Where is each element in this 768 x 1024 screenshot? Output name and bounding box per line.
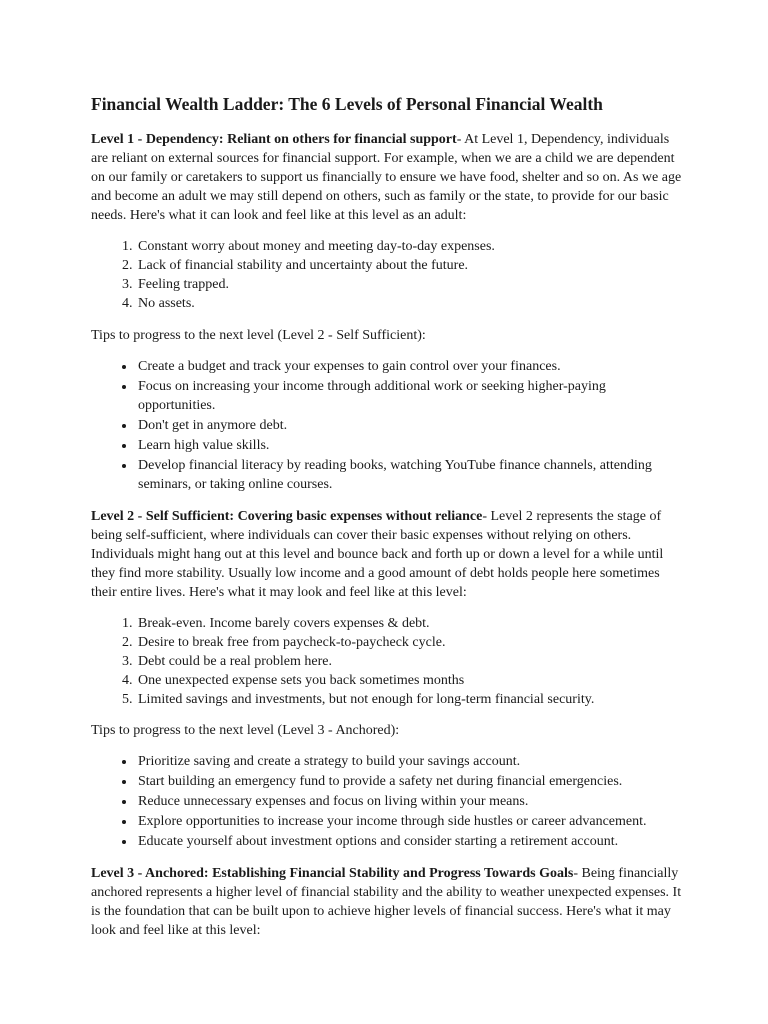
level1-tips-heading: Tips to progress to the next level (Level 2 - Self Sufficient): xyxy=(91,328,426,343)
level1-tips-list xyxy=(91,357,683,494)
list-item: • Develop financial literacy by reading books, watching YouTube finance channels, attending seminars, or taking online courses. xyxy=(136,456,683,494)
level2-intro-text: - Level 2 represents the stage of being self-sufficient, where individuals can cover their basic expenses without relying on others. Individuals might hang out at this level and bounce back and forth up or down a level for a while until they find more stability. Usually low income and a good amount of debt holds people here sometimes their entire lives. Here's what it may look and feel like at this level: xyxy=(91,509,664,600)
list-item: • Focus on increasing your income through additional work or seeking higher-paying opportunities. xyxy=(136,377,683,415)
list-item: 3. Feeling trapped. xyxy=(136,275,683,294)
list-item: • Explore opportunities to increase your income through side hustles or career advancement. xyxy=(136,812,683,831)
list-item: • Learn high value skills. xyxy=(136,436,683,455)
level3-heading: Level 3 - Anchored: Establishing Financial Stability and Progress Towards Goals xyxy=(91,866,574,881)
list-item: • Educate yourself about investment options and consider starting a retirement account. xyxy=(136,832,683,851)
level2-signs-list xyxy=(91,614,683,709)
list-item: 1. Constant worry about money and meeting day-to-day expenses. xyxy=(136,237,683,256)
list-item: • Create a budget and track your expenses to gain control over your finances. xyxy=(136,357,683,376)
list-item: • Don't get in anymore debt. xyxy=(136,416,683,435)
level1-intro xyxy=(91,130,683,225)
list-item: 3. Debt could be a real problem here. xyxy=(136,652,683,671)
list-item: 4. No assets. xyxy=(136,294,683,313)
level3-intro xyxy=(91,864,683,940)
document-title: Financial Wealth Ladder: The 6 Levels of Personal Financial Wealth xyxy=(91,94,603,114)
level3-intro-text: - Being financially anchored represents a higher level of financial stability and the ability to weather unexpected expenses. It is the foundation that can be built upon to achieve higher levels of financial success. Here's what it may look and feel like at this level: xyxy=(91,866,682,938)
list-item: 1. Break-even. Income barely covers expenses & debt. xyxy=(136,614,683,633)
level1-intro-text: - At Level 1, Dependency, individuals are reliant on external sources for financial support. For example, when we are a child we are dependent on our family or caretakers to support us financially to ensure we have food, shelter and so on. As we age and become an adult we may still depend on others, such as family or the state, to provide for our basic needs. Here's what it can look and feel like at this level as an adult: xyxy=(91,132,682,223)
document-page xyxy=(91,92,683,952)
level2-tips-heading: Tips to progress to the next level (Level 3 - Anchored): xyxy=(91,723,400,738)
level2-intro xyxy=(91,507,683,602)
level2-heading: Level 2 - Self Sufficient: Covering basic expenses without reliance xyxy=(91,509,483,524)
list-item: • Start building an emergency fund to provide a safety net during financial emergencies. xyxy=(136,772,683,791)
list-item: • Reduce unnecessary expenses and focus on living within your means. xyxy=(136,792,683,811)
list-item: 2. Desire to break free from paycheck-to-paycheck cycle. xyxy=(136,633,683,652)
level1-heading: Level 1 - Dependency: Reliant on others for financial support xyxy=(91,132,457,147)
list-item: 5. Limited savings and investments, but not enough for long-term financial security. xyxy=(136,690,683,709)
level2-tips-list xyxy=(91,752,683,851)
level1-signs-list xyxy=(91,237,683,313)
list-item: • Prioritize saving and create a strategy to build your savings account. xyxy=(136,752,683,771)
list-item: 2. Lack of financial stability and uncertainty about the future. xyxy=(136,256,683,275)
list-item: 4. One unexpected expense sets you back sometimes months xyxy=(136,671,683,690)
